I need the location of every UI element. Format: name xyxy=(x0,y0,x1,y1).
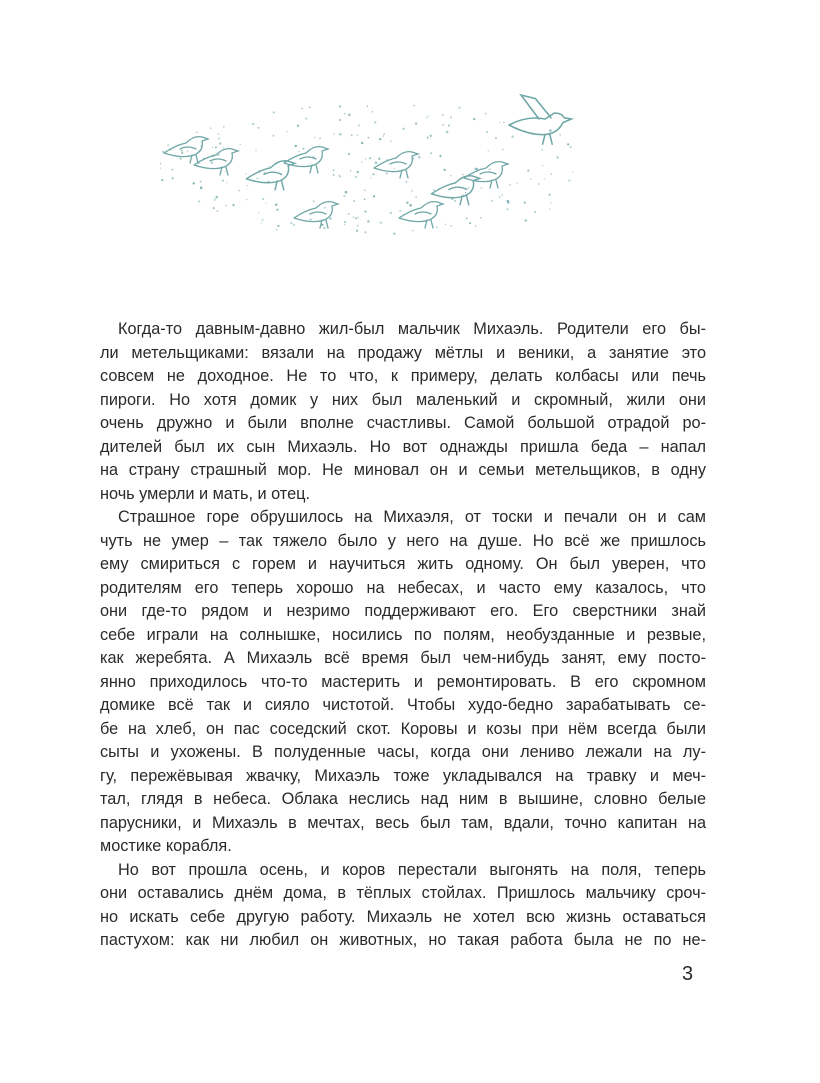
text-line: родителям его теперь хорошо на небесах, и часто ему казалось, что xyxy=(100,578,706,597)
text-line: тал, глядя в небеса. Облака неслись над ним в вышине, словно белые xyxy=(100,790,706,808)
text-line: они оставались днём дома, в тёплых стойлах. Пришлось мальчику сроч- xyxy=(100,884,706,902)
text-line: бе на хлеб, он пас соседский скот. Коровы и козы при нём всегда были xyxy=(100,719,706,738)
text-line: ему смириться с горем и научиться жить одному. Он был уверен, что xyxy=(100,555,706,573)
text-line: как жеребята. А Михаэль всё время был чем-нибудь занят, ему посто- xyxy=(100,649,706,667)
text-line: ли метельщиками: вязали на продажу мётлы и веники, а занятие это xyxy=(100,343,706,362)
text-line: гу, пережёвывая жвачку, Михаэль тоже укладывался на травку и меч- xyxy=(100,766,706,785)
bird-icon xyxy=(294,202,338,228)
bird-icon xyxy=(246,161,294,190)
text-line: мостике корабля. xyxy=(100,837,232,855)
text-line: себе играли на солнышке, носились по полям, необузданные и резвые, xyxy=(100,625,706,644)
text-line: очень дружно и были вполне счастливы. Самой большой отрадой ро- xyxy=(100,414,706,432)
text-line: домике всё так и сияло чистотой. Чтобы худо-бедно зарабатывать се- xyxy=(100,696,706,714)
text-line: Когда-то давным-давно жил-был мальчик Михаэль. Родители его бы- xyxy=(118,320,706,338)
text-line: дителей был их сын Михаэль. Но вот однажды пришла беда – напал xyxy=(100,437,706,456)
bird-icon xyxy=(399,202,443,228)
bird-icon xyxy=(284,147,328,173)
birds-illustration xyxy=(160,85,590,245)
text-line: Страшное горе обрушилось на Михаэля, от тоски и печали он и сам xyxy=(118,508,706,526)
text-line: но искать себе другую работу. Михаэль не хотел всю жизнь оставаться xyxy=(100,907,706,926)
bird-icon xyxy=(509,95,571,144)
text-line: Но вот прошла осень, и коров перестали выгонять на поля, теперь xyxy=(118,860,706,879)
bird-icon xyxy=(464,162,508,188)
bird-icon xyxy=(194,149,238,175)
text-line: ночь умерли и мать, и отец. xyxy=(100,484,310,503)
text-line: парусники, и Михаэль в мечтах, весь был там, вдали, точно капитан на xyxy=(100,813,706,832)
text-line: совсем не доходное. Не то что, к примеру, делать колбасы или печь xyxy=(100,367,706,385)
text-line: пироги. Но хотя домик у них был маленький и скромный, жили они xyxy=(100,390,706,409)
text-line: сыты и ухожены. В полуденные часы, когда они лениво лежали на лу- xyxy=(100,743,706,761)
text-line: на страну страшный мор. Не миновал он и семьи метельщиков, в одну xyxy=(100,461,706,479)
text-line: янно приходилось что-то мастерить и ремонтировать. В его скромном xyxy=(100,672,706,691)
text-line: пастухом: как ни любил он животных, но такая работа была не по не- xyxy=(100,931,706,949)
bird-icon xyxy=(374,152,418,178)
birds xyxy=(164,95,571,228)
story-text xyxy=(100,318,706,953)
text-line: они где-то рядом и незримо поддерживают его. Его сверстники знай xyxy=(100,602,706,620)
text-line: чуть не умер – так тяжело было у него на душе. Но всё же пришлось xyxy=(100,531,706,550)
page-number: 3 xyxy=(682,963,694,985)
